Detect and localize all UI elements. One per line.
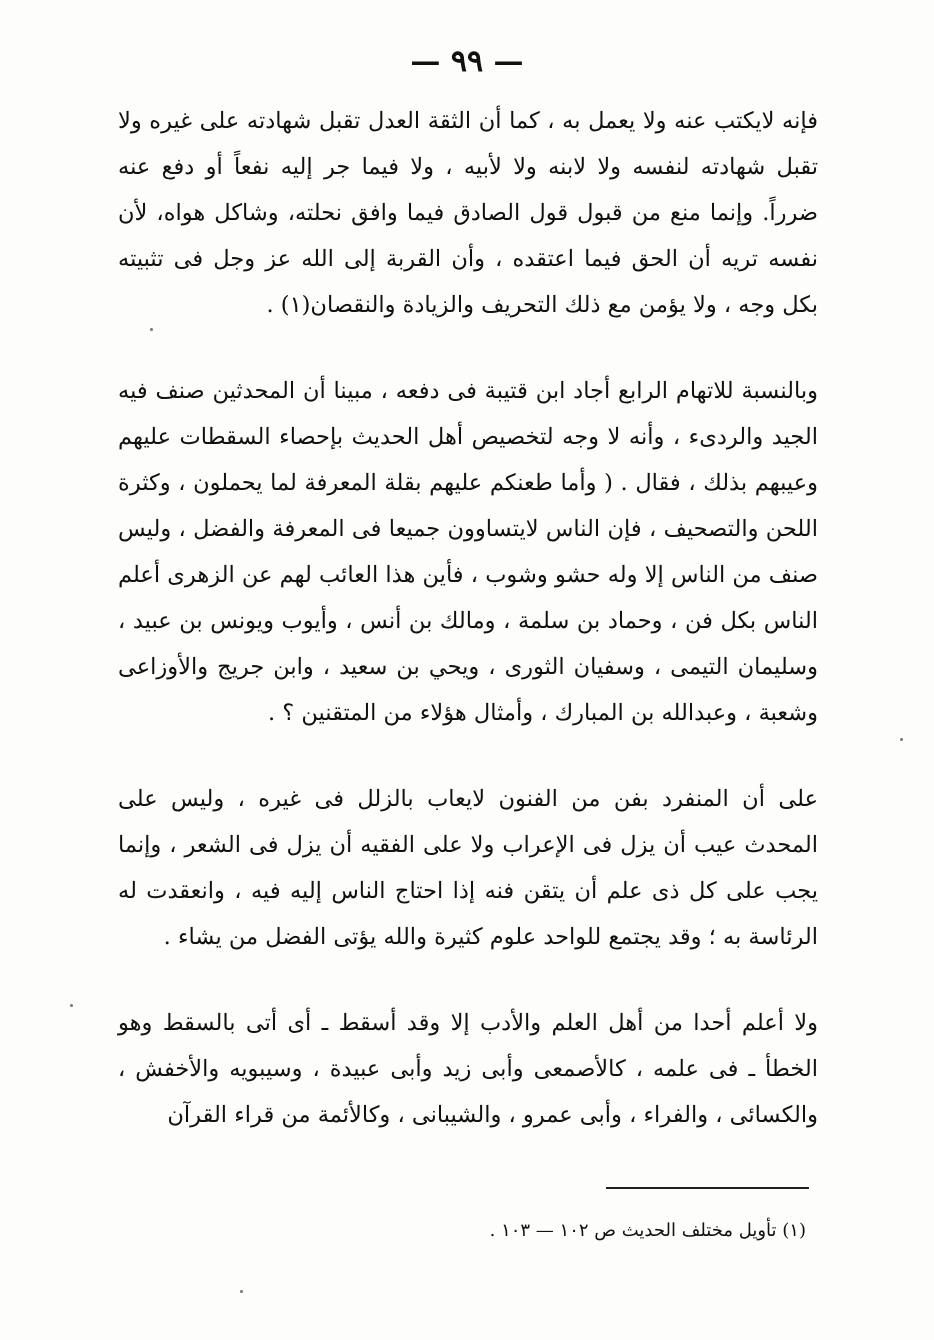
scan-speck — [70, 1004, 73, 1007]
scan-speck — [150, 328, 153, 331]
body-text — [118, 98, 818, 1138]
paragraph: ولا أعلم أحدا من أهل العلم والأدب إلا وقد أسقط ـ أى أتى بالسقط وهو الخطأ ـ فى علمه ، كالأصمعى وأبى زيد وأبى عبيدة ، وسيبويه والأخفش ، والكسائى ، والفراء ، وأبى عمرو ، والشيبانى ، وكالأئمة من قراء القرآن — [118, 1010, 818, 1128]
paragraph: على أن المنفرد بفن من الفنون لايعاب بالزلل فى غيره ، وليس على المحدث عيب أن يزل فى الإعراب ولا على الفقيه أن يزل فى الشعر ، وإنما يجب على كل ذى علم أن يتقن فنه إذا احتاج الناس إليه فيه ، وانعقدت له الرئاسة به ؛ وقد يجتمع للواحد علوم كثيرة والله يؤتى الفضل من يشاء . — [118, 786, 818, 950]
footnote: (١) تأويل مختلف الحديث ص ١٠٢ — ١٠٣ . — [489, 1220, 806, 1241]
paragraph: وبالنسبة للاتهام الرابع أجاد ابن قتيبة فى دفعه ، مبينا أن المحدثين صنف فيه الجيد والردىء ، وأنه لا وجه لتخصيص أهل الحديث بإحصاء السقطات عليهم وعيبهم بذلك ، فقال . ( وأما طعنكم عليهم بقلة المعرفة لما يحملون ، وكثرة اللحن والتصحيف ، فإن الناس لايتساوون جميعا فى المعرفة والفضل ، وليس صنف من الناس إلا وله حشو وشوب ، فأين هذا العائب لهم عن الزهرى أعلم الناس بكل فن ، وحماد بن سلمة ، ومالك بن أنس ، وأيوب ويونس بن عبيد ، وسليمان التيمى ، وسفيان الثورى ، ويحي بن سعيد ، وابن جريج والأوزاعى وشعبة ، وعبدالله بن المبارك ، وأمثال هؤلاء من المتقنين ؟ . — [118, 378, 818, 726]
scan-speck — [900, 738, 903, 741]
scan-speck — [240, 1290, 243, 1293]
page-number: — ٩٩ — — [410, 44, 524, 79]
paragraph: فإنه لايكتب عنه ولا يعمل به ، كما أن الثقة العدل تقبل شهادته على غيره ولا تقبل شهادته لنفسه ولا لابنه ولا لأبيه ، ولا فيما جر إليه نفعاً أو دفع عنه ضرراً. وإنما منع من قبول قول الصادق فيما وافق نحلته، وشاكل هواه، لأن نفسه تريه أن الحق فيما اعتقده ، وأن القربة إلى الله عز وجل فى تثبيته بكل وجه ، ولا يؤمن مع ذلك التحريف والزيادة والنقصان(١) . — [118, 108, 818, 318]
footnote-separator — [606, 1187, 809, 1189]
